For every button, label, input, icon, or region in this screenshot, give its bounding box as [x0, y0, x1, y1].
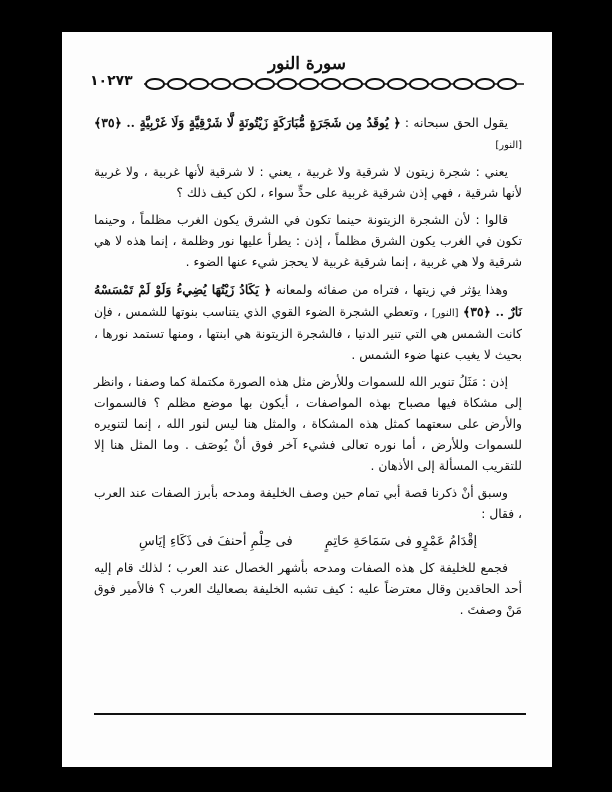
verse-reference: [النور] — [495, 140, 522, 151]
paragraph-5: إذن : مَثَلُ تنوير الله للسموات وللأرض مثل هذه الصورة مكتملة كما وصفنا ، وانظر إلى مشكاة فيها مصباح بهذه المواصفات ، أيكون بها موضع مظلم ؟ فالسموات والأرض على سعتهما كمثل هذه المشكاة ، والمثل هنا ليس لنور الله ، إنما لتنويره للسموات وللأرض ، أما نوره تعالى فشيء آخر فوق أنْ يُوصَف . وما المثل هنا إلا للتقريب المسألة إلى الأذهان . — [94, 375, 522, 473]
paragraph-3: قالوا : لأن الشجرة الزيتونة حينما تكون في الشرق يكون الغرب مظلماً ، وحينما تكون في الغرب يكون الشرق مظلماً ، إذن : يطرأ عليها نور وظلمة ، إنما هذه لا هي شرقية ولا هي غربية ، إنما شرقية غربية لا يحجز شيء عنها الضوء . — [94, 213, 522, 269]
paragraph-2: يعني : شجرة زيتون لا شرقية ولا غربية ، يعني : لا شرقية لأنها غربية ، ولا غربية لأنها شرقية ، فهي إذن شرقية غربية على حدٍّ سواء ، لكن كيف ذلك ؟ — [94, 165, 522, 200]
book-page — [62, 32, 552, 767]
footer-rule — [94, 713, 526, 715]
quran-verse: ﴿ يُوقَدُ مِن شَجَرَةٍ مُّبَارَكَةٍ زَيْتُونَةٍ لَّا شَرْقِيَّةٍ وَلَا غَرْبِيَّةٍ .. ﴿٣٥﴾ — [94, 115, 401, 130]
paragraph-7: فجمع للخليفة كل هذه الصفات ومدحه بأشهر الخصال عند العرب ؛ لذلك قام إليه أحد الحاقدين وقال معترضاً عليه : كيف تشبه الخليفة بصعاليك العرب ؟ فالأمير فوق مَنْ وصفتَ . — [94, 561, 522, 617]
body-text — [94, 112, 522, 627]
poem-verse — [94, 531, 522, 552]
decorative-border — [144, 76, 524, 92]
paragraph-6: وسبق أنْ ذكرنا قصة أبي تمام حين وصف الخليفة ومدحه بأبرز الصفات عند العرب ، فقال : — [94, 486, 522, 521]
poem-hemistich-2: فى حِلْمِ أحنفَ فى ذَكَاءِ إيَاسِ — [138, 534, 293, 549]
page-header — [90, 73, 524, 92]
verse-reference: [النور] — [431, 308, 459, 319]
paragraph-4: وهذا يؤثر في زيتها ، فتراه من صفائه ولمعانه ﴿ يَكَادُ زَيْتُهَا يُضِيءُ وَلَوْ لَمْ تَمْسَسْهُ نَارٌ .. ﴿٣٥﴾ [النور] ، وتعطي الشجرة الضوء القوي الذي يتناسب بنوتها للشمس ، فإن كانت الشمس هي التي تنير الدنيا ، فالشجرة الزيتونة هي ابنتها ، ومنها تستمد نورها ، بحيث لا يغيب عنها ضوء الشمس . — [94, 282, 522, 362]
paragraph-1: يقول الحق سبحانه : ﴿ يُوقَدُ مِن شَجَرَةٍ مُّبَارَكَةٍ زَيْتُونَةٍ لَّا شَرْقِيَّةٍ وَلَا غَرْبِيَّةٍ .. ﴿٣٥﴾ [النور] — [94, 115, 522, 151]
page-number: ١٠٢٧٣ — [90, 73, 133, 89]
surah-title: سورة النور — [267, 54, 347, 74]
poem-hemistich-1: إقْدَامُ عَمْرٍو فى سَمَاحَةِ حَاتِمٍ — [324, 534, 478, 549]
quran-verse: ﴿ يَكَادُ زَيْتُهَا يُضِيءُ وَلَوْ لَمْ تَمْسَسْهُ نَارٌ .. ﴿٣٥﴾ — [94, 282, 522, 319]
